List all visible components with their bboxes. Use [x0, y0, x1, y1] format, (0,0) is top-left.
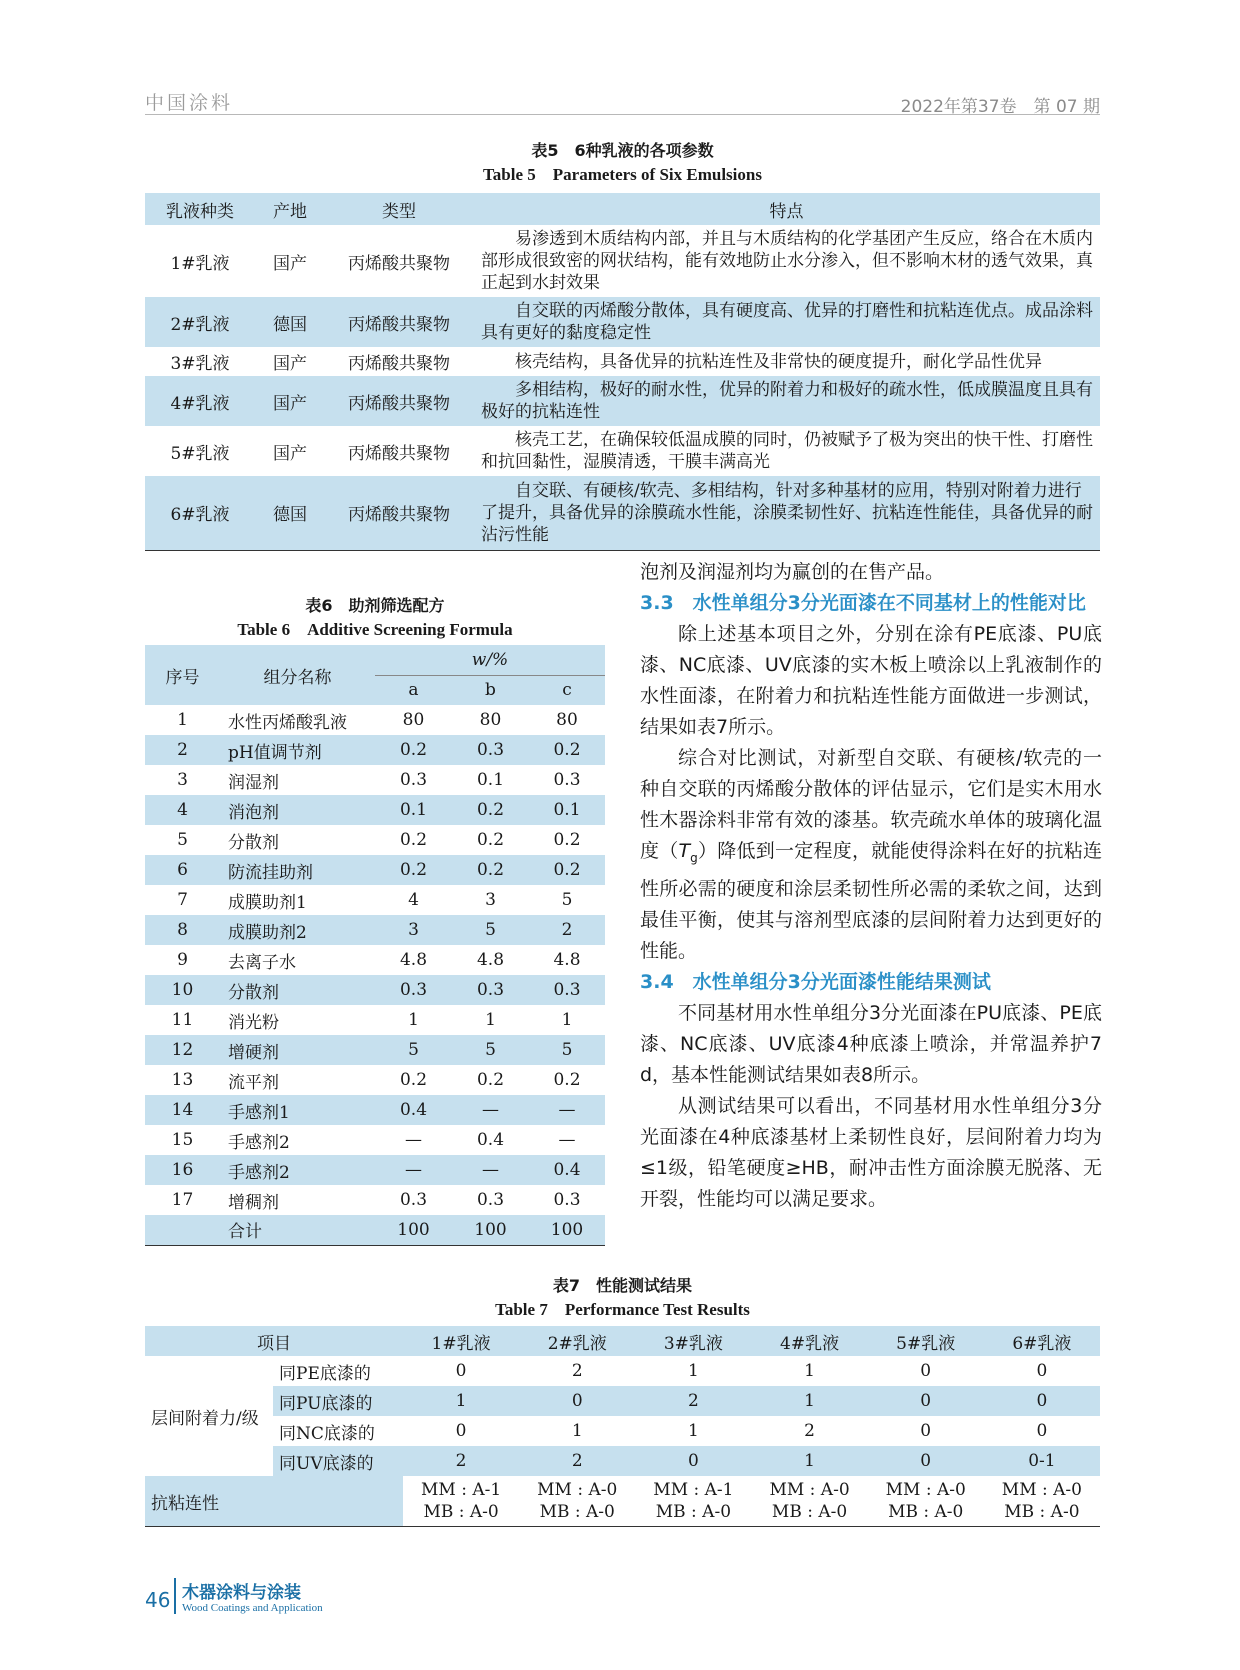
paragraph-text: 综合对比测试，对新型自交联、有硬核/软壳的一种自交联的丙烯酸分散体的评估显示，它们是实木用水性木器涂料非常有效的漆基。软壳疏水单体的玻璃化温度（	[640, 747, 1102, 862]
table7-header-row	[145, 1326, 1100, 1356]
formula-component: 成膜助剂2	[228, 922, 307, 943]
formula-value: 1	[561, 1010, 573, 1030]
table-row	[145, 1005, 605, 1035]
formula-component: 合计	[228, 1222, 262, 1243]
formula-component: 流平剂	[228, 1072, 279, 1093]
formula-component: 增硬剂	[228, 1042, 279, 1063]
emulsion-feature: 易渗透到木质结构内部，并且与木质结构的化学基团产生反应，络合在木质内部形成很致密的网状结构，能有效地防止水分渗入，但不影响木材的透气效果，真正起到水封效果	[481, 229, 1093, 293]
formula-value: 0.3	[399, 1190, 428, 1210]
table-row	[145, 705, 605, 735]
formula-component: 手感剂1	[228, 1102, 290, 1123]
table7-cell: 0-1	[984, 1446, 1100, 1476]
formula-no: 9	[177, 950, 188, 970]
issue-info: 2022年第37卷 第 07 期	[900, 97, 1100, 117]
table-row	[145, 1446, 1100, 1476]
table7-col: 2#乳液	[547, 1333, 607, 1354]
table7-cell: 0	[519, 1386, 635, 1416]
anti-mm: MM : A-0	[769, 1480, 850, 1500]
table-row	[145, 825, 605, 855]
anti-mb: MB : A-0	[655, 1502, 732, 1522]
formula-no: 4	[177, 800, 188, 820]
table7-cell: 1	[687, 1421, 699, 1441]
formula-value: 80	[556, 710, 578, 730]
paragraph: 泡剂及润湿剂均为赢创的在售产品。	[640, 561, 945, 583]
table-row	[145, 1065, 605, 1095]
formula-value: 0.3	[399, 980, 428, 1000]
table7-anti-cell	[984, 1476, 1100, 1527]
table-row	[145, 1035, 605, 1065]
formula-no: 13	[171, 1070, 194, 1090]
emulsion-feature: 自交联、有硬核/软壳、多相结构，针对多种基材的应用，特别对附着力进行了提升，具备优异的涂膜疏水性能，涂膜柔韧性好、抗粘连性能佳，具备优异的耐沾污性能	[481, 480, 1093, 545]
table7-group-label: 层间附着力/级	[151, 1408, 259, 1429]
table6-col-no: 序号	[165, 667, 200, 688]
anti-mb: MB : A-0	[771, 1502, 848, 1522]
table6-sub: b	[485, 680, 496, 701]
table6-caption-en: Table 6 Additive Screening Formula	[237, 620, 513, 639]
emulsion-feature: 核壳工艺，在确保较低温成膜的同时，仍被赋予了极为突出的快干性、打磨性和抗回黏性，湿膜清透，干膜丰满高光	[481, 430, 1093, 472]
table5	[145, 193, 1100, 551]
formula-value: 0.3	[476, 740, 505, 760]
table-row	[145, 426, 1100, 476]
formula-value: 0.3	[476, 1190, 505, 1210]
table6-col-w: w/%	[375, 645, 605, 675]
paragraph: 除上述基本项目之外，分别在涂有PE底漆、PU底漆、NC底漆、UV底漆的实木板上喷涂以上乳液制作的水性面漆，在附着力和抗粘连性能方面做进一步测试，结果如表7所示。	[640, 623, 1102, 738]
formula-value: 0.2	[553, 860, 581, 880]
formula-value: 0.2	[476, 800, 505, 820]
table7-cell: 2	[519, 1446, 635, 1476]
formula-value: 2	[561, 920, 573, 940]
anti-mm: MM : A-0	[885, 1480, 966, 1500]
table7-cell: 1	[751, 1386, 867, 1416]
table-row	[145, 297, 1100, 347]
formula-value: 5	[408, 1040, 419, 1060]
formula-component: 分散剂	[228, 982, 279, 1003]
table7-row-label: 同NC底漆的	[279, 1423, 375, 1444]
tg-subscript: g	[690, 850, 698, 865]
formula-no: 8	[177, 920, 188, 940]
table6-sub: c	[562, 680, 572, 701]
emulsion-name: 2#乳液	[170, 314, 230, 335]
formula-component: pH值调节剂	[228, 742, 322, 763]
table7-col: 6#乳液	[1012, 1333, 1072, 1354]
table7-anti-label: 抗粘连性	[145, 1476, 403, 1527]
formula-value: 100	[550, 1219, 584, 1240]
table7-cell: 0	[984, 1386, 1100, 1416]
table-row	[145, 1386, 1100, 1416]
formula-value: 0.2	[476, 860, 505, 880]
formula-value: 1	[485, 1010, 496, 1030]
table-row	[145, 1155, 605, 1185]
table7-cell: 2	[635, 1386, 751, 1416]
table7-cell: 0	[635, 1446, 751, 1476]
table6	[145, 645, 605, 1246]
formula-no: 2	[177, 740, 188, 760]
formula-value: —	[558, 1100, 576, 1120]
table-row	[145, 795, 605, 825]
formula-no	[145, 1215, 220, 1245]
formula-value: 0.2	[399, 1070, 428, 1090]
table7-cell: 1	[403, 1386, 519, 1416]
table5-col: 乳液种类	[166, 201, 234, 222]
emulsion-feature: 多相结构，极好的耐水性，优异的附着力和极好的疏水性，低成膜温度且具有极好的抗粘连性	[481, 380, 1093, 422]
formula-no: 17	[171, 1190, 194, 1210]
table-row	[145, 1125, 605, 1155]
emulsion-origin: 德国	[273, 314, 307, 335]
table7-cell: 1	[687, 1361, 699, 1381]
anti-mb: MB : A-0	[888, 1502, 964, 1522]
table-row	[145, 347, 1100, 376]
emulsion-feature: 自交联的丙烯酸分散体，具有硬度高、优异的打磨性和抗粘连优点。成品涂料具有更好的黏度稳定性	[481, 301, 1093, 343]
table7-row-label: 同UV底漆的	[273, 1446, 403, 1476]
table7-cell: 0	[455, 1421, 467, 1441]
emulsion-name: 3#乳液	[170, 354, 230, 374]
body-text	[640, 557, 1102, 1215]
paragraph-text: ）降低到一定程度，就能使得涂料在好的抗粘连性所必需的硬度和涂层柔韧性所必需的柔软之间，达到最佳平衡，使其与溶剂型底漆的层间附着力达到更好的性能。	[640, 840, 1102, 962]
formula-no: 1	[177, 710, 188, 730]
table6-header-row	[145, 645, 605, 675]
emulsion-type: 丙烯酸共聚物	[348, 443, 450, 464]
formula-value: 0.4	[553, 1160, 581, 1180]
formula-component: 成膜助剂1	[228, 892, 307, 913]
paragraph: 从测试结果可以看出，不同基材用水性单组分3分光面漆在4种底漆基材上柔韧性良好，层间附着力均为≤1级，铅笔硬度≥HB，耐冲击性方面涂膜无脱落、无开裂，性能均可以满足要求。	[640, 1094, 1102, 1210]
formula-value: 0.2	[399, 860, 428, 880]
table7-cell: 0	[868, 1446, 984, 1476]
emulsion-name: 5#乳液	[170, 443, 230, 464]
table7-cell: 0	[455, 1361, 467, 1381]
table5-header-row	[145, 193, 1100, 225]
formula-component: 消泡剂	[228, 802, 279, 823]
table-row	[145, 1356, 1100, 1386]
emulsion-name: 4#乳液	[170, 393, 230, 414]
formula-component: 消光粉	[228, 1012, 279, 1033]
formula-value: —	[482, 1160, 499, 1180]
table5-col: 类型	[382, 201, 416, 222]
table6-col-name: 组分名称	[263, 667, 332, 688]
formula-no: 5	[177, 830, 188, 850]
emulsion-type: 丙烯酸共聚物	[348, 314, 450, 335]
table5-col: 特点	[769, 201, 804, 222]
formula-value: 3	[408, 920, 419, 940]
table7-cell: 2	[804, 1421, 815, 1441]
formula-component: 去离子水	[228, 952, 296, 973]
table7-anti-cell	[868, 1476, 984, 1527]
emulsion-feature: 核壳结构，具备优异的抗粘连性及非常快的硬度提升，耐化学品性优异	[515, 351, 1042, 372]
section-heading-3-3: 3.3 水性单组分3分光面漆在不同基材上的性能对比	[640, 592, 1086, 614]
formula-value: 5	[485, 1040, 496, 1060]
table-row	[145, 376, 1100, 426]
formula-value: 80	[479, 710, 502, 730]
table-row	[145, 855, 605, 885]
table-row	[145, 1416, 1100, 1446]
table-row	[145, 915, 605, 945]
journal-name: 中国涂料	[145, 92, 234, 114]
formula-value: 0.4	[476, 1130, 505, 1150]
formula-value: 0.2	[553, 1070, 581, 1090]
table7-cell: 0	[868, 1386, 984, 1416]
table7-cell: 2	[571, 1361, 583, 1381]
table7-anti-cell	[635, 1476, 751, 1527]
formula-value: 0.1	[476, 770, 505, 790]
emulsion-origin: 国产	[273, 393, 307, 414]
formula-value: 0.2	[399, 740, 428, 760]
formula-value: 4.8	[553, 950, 581, 970]
table7-col: 5#乳液	[896, 1333, 956, 1354]
formula-value: —	[405, 1160, 422, 1180]
table-row	[145, 735, 605, 765]
formula-value: 0.3	[553, 770, 581, 790]
section-heading-3-4: 3.4 水性单组分3分光面漆性能结果测试	[640, 970, 991, 993]
formula-value: 5	[561, 890, 573, 910]
formula-value: 4.8	[399, 950, 428, 970]
paragraph	[640, 743, 1102, 967]
table7-cell: 0	[1036, 1421, 1048, 1441]
anti-mb: MB : A-0	[539, 1502, 615, 1522]
table7-col: 3#乳液	[663, 1333, 723, 1354]
emulsion-origin: 国产	[273, 354, 307, 374]
table6-sub: a	[408, 680, 419, 701]
table7-cell: 2	[403, 1446, 519, 1476]
formula-value: 4	[408, 890, 419, 910]
table7-cell: 1	[571, 1421, 583, 1441]
footer-journal-cn: 木器涂料与涂装	[182, 1583, 301, 1603]
emulsion-type: 丙烯酸共聚物	[348, 505, 450, 526]
footer-journal-en: Wood Coatings and Application	[182, 1602, 323, 1614]
table7-col-item: 项目	[257, 1333, 291, 1354]
formula-value: 0.2	[553, 740, 581, 760]
table7-col: 1#乳液	[431, 1333, 491, 1354]
emulsion-name: 6#乳液	[170, 505, 230, 526]
table7-cell: 1	[804, 1361, 815, 1381]
tg-symbol: T	[678, 840, 691, 862]
table-row	[145, 765, 605, 795]
formula-value: 80	[402, 710, 425, 730]
formula-no: 16	[171, 1160, 194, 1180]
formula-value: 0.1	[399, 800, 428, 820]
table-row	[145, 476, 1100, 550]
formula-value: 4.8	[476, 950, 505, 970]
anti-mm: MM : A-1	[653, 1480, 734, 1500]
table6-caption-cn: 表6 助剂筛选配方	[305, 596, 445, 615]
table7-anti-cell	[519, 1476, 635, 1527]
formula-component: 增稠剂	[228, 1192, 279, 1213]
table7-cell: 0	[1036, 1361, 1048, 1381]
formula-no: 6	[177, 860, 188, 880]
table7-caption-cn: 表7 性能测试结果	[552, 1276, 693, 1295]
table7-cell: 0	[920, 1361, 932, 1381]
anti-mm: MM : A-0	[1001, 1480, 1082, 1500]
table-row	[145, 1476, 1100, 1527]
formula-component: 手感剂2	[228, 1162, 290, 1183]
table5-caption-cn: 表5 6种乳液的各项参数	[531, 141, 714, 160]
table7-row-label: 同PE底漆的	[279, 1363, 371, 1384]
formula-no: 10	[171, 980, 194, 1000]
formula-value: 0.3	[553, 1190, 581, 1210]
anti-mm: MM : A-1	[420, 1480, 502, 1500]
emulsion-origin: 德国	[273, 505, 307, 526]
formula-component: 分散剂	[228, 832, 279, 853]
emulsion-origin: 国产	[273, 253, 307, 274]
formula-value: 5	[561, 1040, 573, 1060]
formula-component: 防流挂助剂	[228, 862, 313, 883]
table7-anti-cell	[403, 1476, 519, 1527]
emulsion-name: 1#乳液	[170, 253, 230, 274]
table7-cell: 0	[920, 1421, 932, 1441]
formula-value: 100	[397, 1219, 430, 1240]
formula-value: 100	[474, 1219, 507, 1240]
table7-row-label: 同PU底漆的	[273, 1386, 403, 1416]
formula-value: 3	[485, 890, 496, 910]
formula-component: 手感剂2	[228, 1132, 290, 1153]
formula-value: 0.2	[553, 830, 581, 850]
formula-no: 11	[171, 1010, 194, 1030]
table-row	[145, 1215, 605, 1245]
emulsion-type: 丙烯酸共聚物	[348, 253, 450, 274]
table7-col: 4#乳液	[780, 1333, 840, 1354]
formula-no: 3	[177, 770, 188, 790]
table7-caption-en: Table 7 Performance Test Results	[495, 1300, 750, 1319]
formula-no: 12	[171, 1040, 194, 1060]
formula-value: —	[558, 1130, 576, 1150]
paragraph: 不同基材用水性单组分3分光面漆在PU底漆、PE底漆、NC底漆、UV底漆4种底漆上喷涂，并常温养护7 d，基本性能测试结果如表8所示。	[640, 1001, 1102, 1086]
emulsion-origin: 国产	[273, 443, 307, 464]
table-row	[145, 945, 605, 975]
formula-value: 0.3	[399, 770, 428, 790]
formula-no: 7	[177, 890, 188, 910]
table-row	[145, 975, 605, 1005]
table7-anti-cell	[751, 1476, 867, 1527]
emulsion-type: 丙烯酸共聚物	[348, 354, 450, 374]
formula-value: 0.3	[476, 980, 505, 1000]
page-number: 46	[145, 1588, 171, 1612]
table7	[145, 1326, 1100, 1527]
formula-value: 0.1	[553, 800, 581, 820]
formula-value: 0.2	[476, 830, 505, 850]
footer-divider	[174, 1578, 176, 1614]
header-rule	[145, 114, 1100, 115]
anti-mb: MB : A-0	[423, 1502, 499, 1522]
formula-value: —	[482, 1100, 499, 1120]
table-row	[145, 225, 1100, 297]
formula-value: 0.4	[399, 1100, 428, 1120]
formula-value: 5	[485, 920, 496, 940]
table5-caption-en: Table 5 Parameters of Six Emulsions	[483, 165, 762, 184]
emulsion-type: 丙烯酸共聚物	[348, 393, 450, 414]
formula-value: 0.3	[553, 980, 581, 1000]
formula-no: 14	[171, 1100, 194, 1120]
formula-component: 润湿剂	[228, 772, 279, 793]
table-row	[145, 1095, 605, 1125]
anti-mm: MM : A-0	[537, 1480, 618, 1500]
table7-cell: 1	[751, 1446, 867, 1476]
formula-value: 1	[408, 1010, 419, 1030]
anti-mb: MB : A-0	[1004, 1502, 1080, 1522]
formula-value: 0.2	[399, 830, 428, 850]
formula-no: 15	[171, 1130, 194, 1150]
table-row	[145, 885, 605, 915]
formula-component: 水性丙烯酸乳液	[228, 712, 347, 733]
formula-value: —	[405, 1130, 422, 1150]
formula-value: 0.2	[476, 1070, 505, 1090]
table-row	[145, 1185, 605, 1215]
table5-col: 产地	[273, 201, 307, 222]
